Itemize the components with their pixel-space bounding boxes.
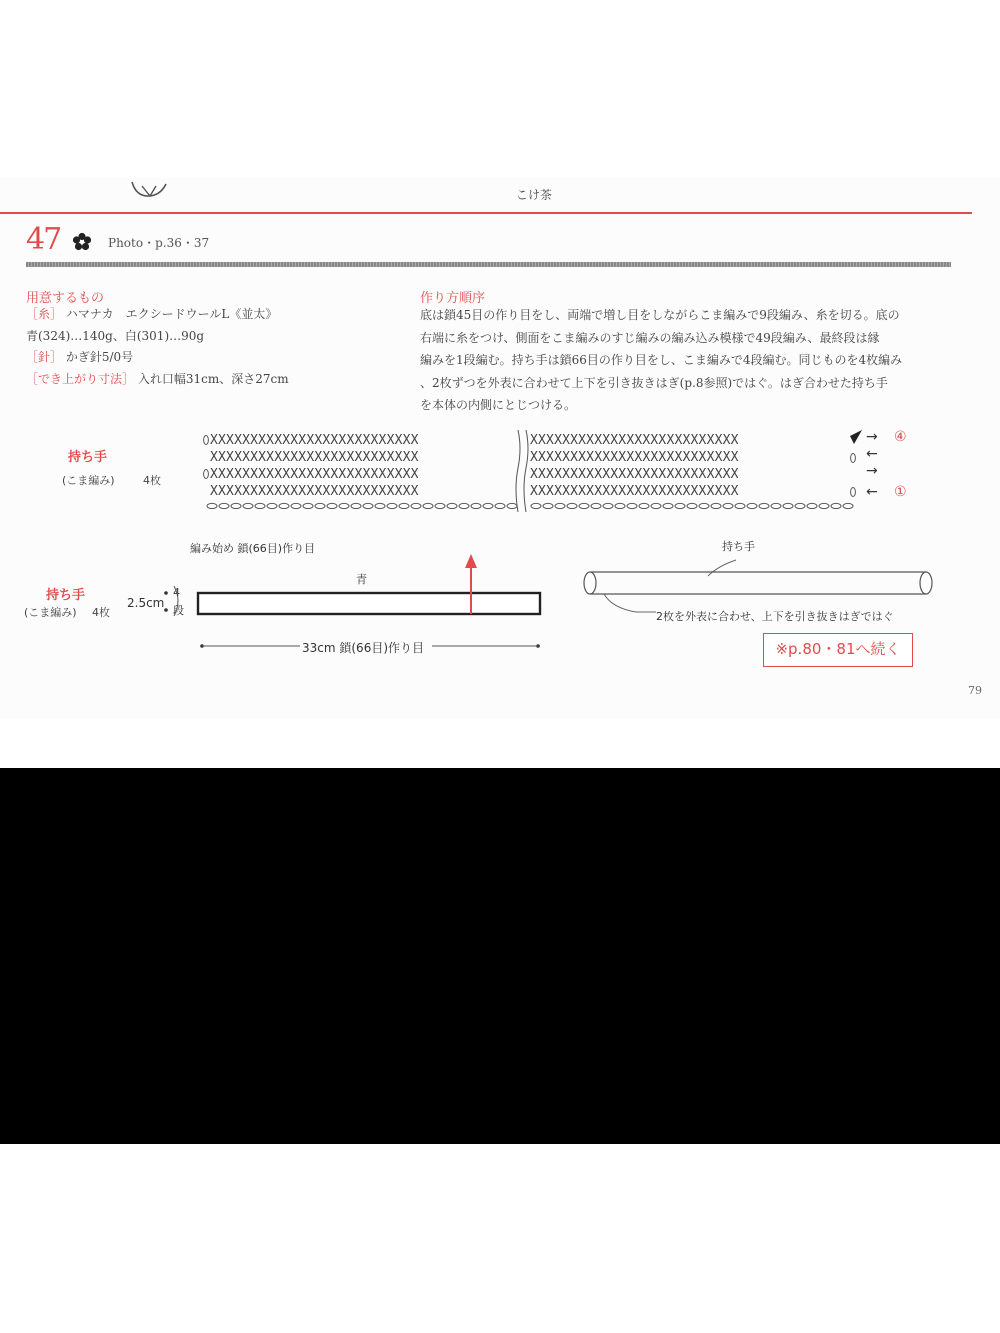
instruction-line: 右端に糸をつけ、側面をこま編みのすじ編みの編み込み模様で49段編み、最終段は縁	[420, 330, 880, 345]
handle-rectangle	[198, 593, 540, 614]
schematic-title: 持ち手	[46, 588, 86, 603]
row-number-bottom: ①	[894, 484, 907, 500]
assembly-label: 持ち手	[722, 540, 755, 553]
stitch-row-right: XXXXXXXXXXXXXXXXXXXXXXXXXX	[530, 433, 739, 448]
yarn-value: ハマナカ エクシードウールL《並太》	[65, 307, 278, 321]
header-rule	[0, 212, 972, 214]
finish-marker-icon	[850, 430, 862, 444]
chart-subtitle: (こま編み)	[62, 474, 115, 487]
schematic-rows-unit: 段	[173, 604, 184, 617]
instructions-heading: 作り方順序	[420, 291, 486, 306]
instruction-line: 底は鎖45目の作り目をし、両端で増し目をしながらこま編みで9段編み、糸を切る。底の	[420, 308, 900, 322]
needle-label: ［針］	[26, 350, 63, 364]
yarn-label: ［糸］	[26, 307, 63, 321]
yarn-colors: 青(324)…140g、白(301)…90g	[26, 329, 205, 343]
turning-chains-left	[204, 436, 209, 479]
chart-count: 4枚	[143, 474, 161, 487]
section-divider	[26, 262, 951, 267]
schematic-color-label: 青	[356, 573, 367, 586]
decorative-logo-icon	[128, 180, 172, 200]
stitch-row-left: XXXXXXXXXXXXXXXXXXXXXXXXXX	[210, 467, 419, 482]
turning-chains-right	[851, 454, 856, 497]
photo-reference: Photo・p.36・37	[108, 236, 210, 250]
chapter-label: こけ茶	[516, 188, 553, 202]
chart-graphics	[200, 428, 870, 518]
break-mark-right	[524, 430, 528, 512]
row-number-top: ④	[894, 429, 907, 445]
flower-icon	[72, 232, 92, 252]
foundation-label: 編み始め 鎖(66目)作り目	[190, 542, 316, 555]
chain-stitches	[207, 503, 853, 508]
schematic-subtitle: (こま編み)	[24, 606, 77, 619]
continue-note: ※p.80・81へ続く	[763, 633, 913, 667]
black-band	[0, 768, 1000, 1144]
schematic-width-label: 33cm 鎖(66目)作り目	[302, 641, 425, 655]
chart-title: 持ち手	[68, 450, 108, 465]
row-arrow-left: ←	[866, 446, 878, 462]
stitch-row-right: XXXXXXXXXXXXXXXXXXXXXXXXXX	[530, 484, 739, 499]
materials-yarn	[26, 303, 277, 326]
schematic-rows-number: 4	[173, 586, 180, 599]
stitch-row-left: XXXXXXXXXXXXXXXXXXXXXXXXXX	[210, 433, 419, 448]
schematic-height: 2.5cm	[127, 596, 165, 610]
pattern-number: 47	[26, 222, 61, 257]
size-value: 入れ口幅31cm、深さ27cm	[137, 372, 289, 386]
break-mark-left	[516, 430, 520, 512]
stitch-row-left: XXXXXXXXXXXXXXXXXXXXXXXXXX	[210, 450, 419, 465]
page-number: 79	[968, 684, 982, 697]
row-arrow-right: →	[866, 429, 878, 445]
stitch-row-left: XXXXXXXXXXXXXXXXXXXXXXXXXX	[210, 484, 419, 499]
stitch-row-right: XXXXXXXXXXXXXXXXXXXXXXXXXX	[530, 467, 739, 482]
instruction-line: 編みを1段編む。持ち手は鎖66目の作り目をし、こま編みで4段編む。同じものを4枚編み	[420, 353, 903, 367]
needle-value: かぎ針5/0号	[65, 350, 134, 364]
assembly-note: 2枚を外表に合わせ、上下を引き抜きはぎではぐ	[656, 610, 894, 623]
row-arrow-left: ←	[866, 484, 878, 500]
instruction-line: を本体の内側にとじつける。	[420, 398, 577, 412]
schematic-count: 4枚	[92, 606, 110, 619]
stitch-row-right: XXXXXXXXXXXXXXXXXXXXXXXXXX	[530, 450, 739, 465]
materials-heading: 用意するもの	[26, 291, 105, 306]
instructions-body	[420, 304, 930, 417]
instruction-line: 、2枚ずつを外表に合わせて上下を引き抜きはぎ(p.8参照)ではぐ。はぎ合わせた持ち手	[420, 375, 888, 390]
materials-needle	[26, 346, 133, 369]
materials-size	[26, 368, 289, 391]
row-arrow-right: →	[866, 463, 878, 479]
size-label: ［でき上がり寸法］	[26, 372, 135, 386]
